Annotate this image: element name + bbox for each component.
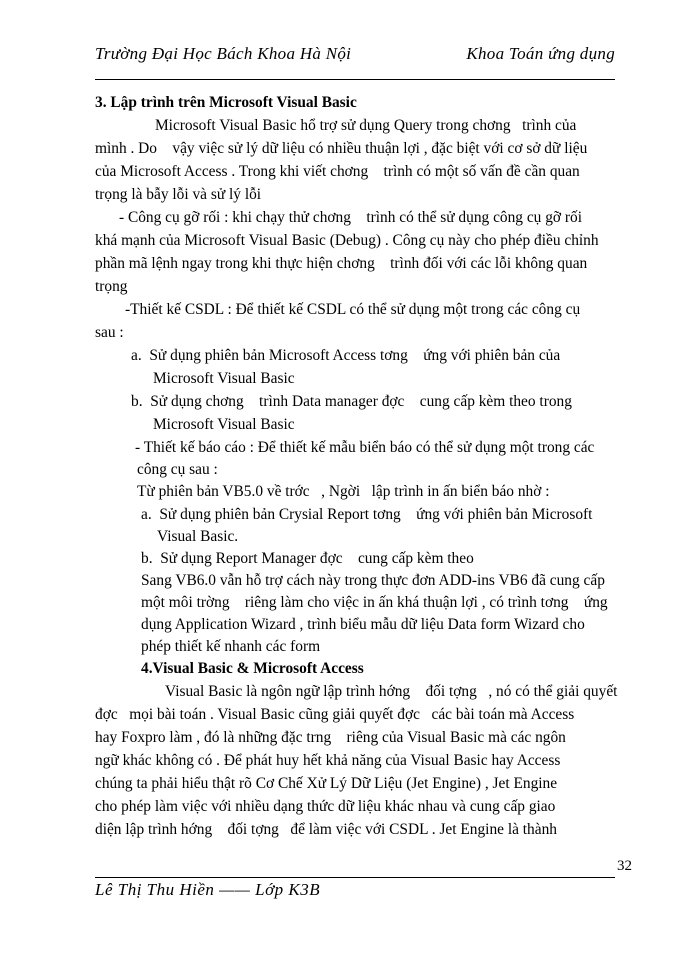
text-line: trọng [95,278,128,295]
header-university: Trường Đại Học Bách Khoa Hà Nội [95,44,352,63]
page-footer: Lê Thị Thu Hiền —— Lớp K3B [95,880,321,899]
list-item: a. Sử dụng phiên bản Crysial Report tơng ứng với phiên bản Microsoft [141,506,593,523]
text-line: hay Foxpro làm , đó là những đặc trng riêng của Visual Basic mà các ngôn [95,729,566,746]
list-item: b. Sử dụng chơng trình Data manager đợc cung cấp kèm theo trong [131,393,572,410]
list-item: b. Sử dụng Report Manager đợc cung cấp kèm theo [141,550,474,567]
text-line: diện lập trình hớng đối tợng để làm việc với CSDL . Jet Engine là thành [95,821,557,838]
section-heading-4: 4.Visual Basic & Microsoft Access [141,660,364,677]
text-line: công cụ sau : [137,461,218,478]
text-line: dụng Application Wizard , trình biểu mẫu dữ liệu Data form Wizard cho [141,616,585,633]
section-heading-3: 3. Lập trình trên Microsoft Visual Basic [95,94,357,111]
text-line: khá mạnh của Microsoft Visual Basic (Debug) . Công cụ này cho phép điều chỉnh [95,232,599,249]
text-line: một môi trờng riêng làm cho việc in ấn khá thuận lợi , có trình tơng ứng [141,594,608,611]
text-line: phần mã lệnh ngay trong khi thực hiện chơng trình đối với các lỗi không quan [95,255,588,272]
page-header [95,44,615,70]
footer-rule [95,877,615,878]
page-body [95,91,635,841]
text-line: -Thiết kế CSDL : Để thiết kế CSDL có thể sử dụng một trong các công cụ [125,301,581,318]
text-line: mình . Do vậy việc sử lý dữ liệu có nhiều thuận lợi , đặc biệt với cơ sở dữ liệu [95,140,588,157]
text-line: - Thiết kế báo cáo : Để thiết kế mẫu biển báo có thể sử dụng một trong các [135,439,595,456]
text-line: cho phép làm việc với nhiều dạng thức dữ liệu khác nhau và cung cấp giao [95,798,556,815]
text-line: - Công cụ gỡ rối : khi chạy thử chơng trình có thể sử dụng công cụ gỡ rối [119,209,582,226]
text-line: của Microsoft Access . Trong khi viết chơng trình có một số vấn đề cần quan [95,163,580,180]
text-line: phép thiết kế nhanh các form [141,638,321,655]
text-line: ngữ khác không có . Để phát huy hết khả năng của Visual Basic hay Access [95,752,561,769]
page-number: 32 [617,858,632,874]
text-line: Visual Basic là ngôn ngữ lập trình hớng đối tợng , nó có thể giải quyết [165,683,618,700]
text-line: đợc mọi bài toán . Visual Basic cũng giải quyết đợc các bài toán mà Access [95,706,575,723]
list-item-continuation: Microsoft Visual Basic [153,416,295,433]
text-line: sau : [95,324,124,341]
header-faculty: Khoa Toán ứng dụng [466,44,615,63]
list-item-continuation: Microsoft Visual Basic [153,370,295,387]
text-line: Sang VB6.0 vẫn hỗ trợ cách này trong thực đơn ADD-ins VB6 đã cung cấp [141,572,605,589]
text-line: Microsoft Visual Basic hổ trợ sử dụng Query trong chơng trình của [155,117,577,134]
header-rule [95,79,615,80]
list-item-continuation: Visual Basic. [157,528,239,545]
list-item: a. Sử dụng phiên bản Microsoft Access tơng ứng với phiên bản của [131,347,561,364]
text-line: trọng là bẫy lỗi và sử lý lỗi [95,186,262,203]
text-line: chúng ta phải hiểu thật rõ Cơ Chế Xử Lý Dữ Liệu (Jet Engine) , Jet Engine [95,775,558,792]
text-line: Từ phiên bản VB5.0 về trớc , Ngời lập trình in ấn biển báo nhờ : [137,483,550,500]
